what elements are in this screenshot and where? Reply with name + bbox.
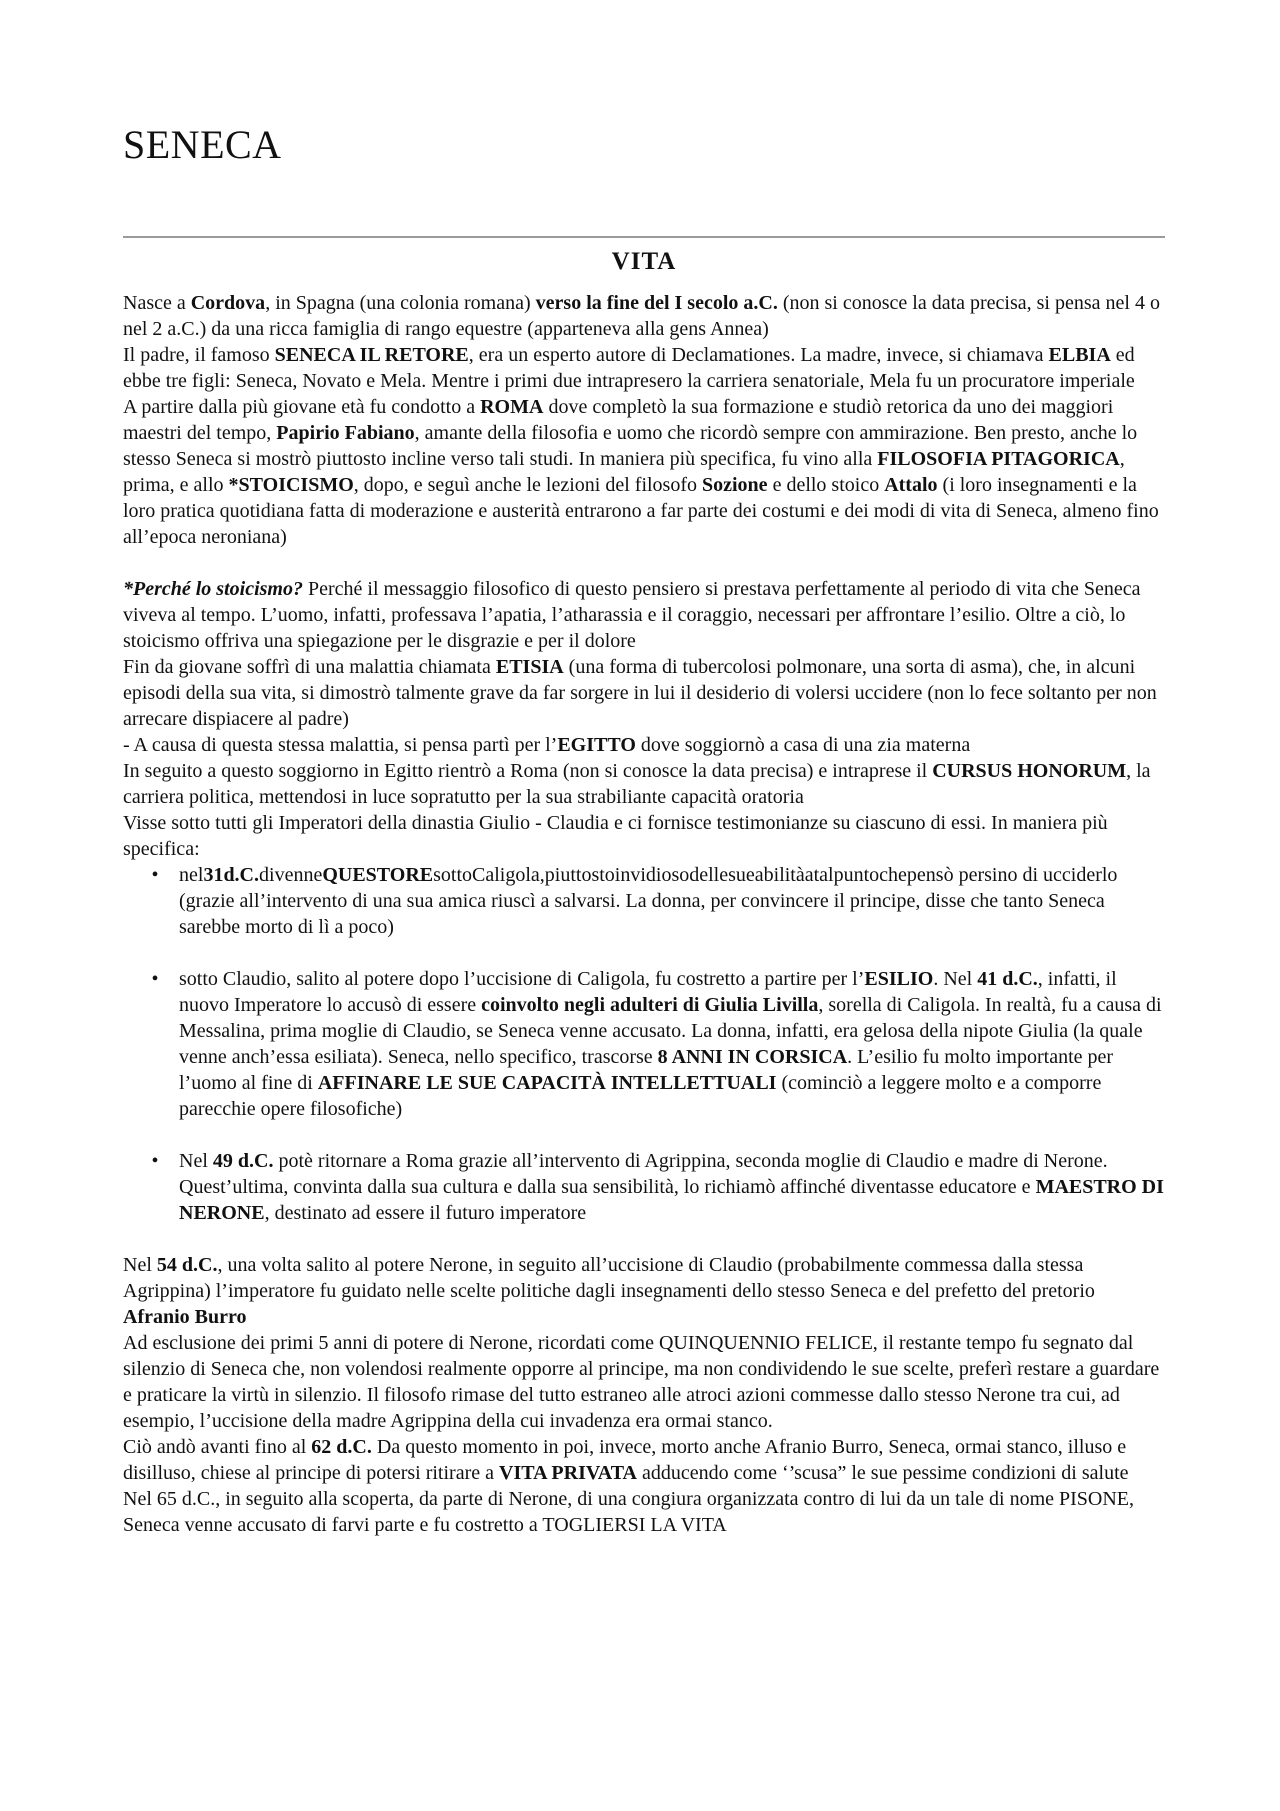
section-heading: VITA [611,248,677,275]
document-body [123,290,1165,1538]
text-run: A partire dalla più giovane età fu condotto a [123,396,481,418]
emphasis-text: ETISIA [495,656,564,678]
text-run: - A causa di questa stessa malattia, si pensa partì per l’ [123,734,558,756]
text-run: (una forma di tubercolosi polmonare, una sorta di asma), che, in alcuni episodi della sua vita, si dimostrò talmente grave da far sorgere in lui il desiderio di volersi uccidere (non lo fece soltanto per non arrecare dispiacere al padre) [123,656,1157,730]
text-run: divenne [259,864,323,886]
emphasis-text: 49 d.C. [212,1150,274,1172]
emphasis-text: AFFINARE LE SUE CAPACITÀ INTELLETTUALI [317,1072,777,1094]
text-run: Nel [123,1254,157,1276]
text-run: Perché il messaggio filosofico di questo pensiero si prestava perfettamente al periodo di vita che Seneca viveva al tempo. L’uomo, infatti, professava l’apatia, l’atharassia e il coraggio, necessari per affrontare l’esilio. Oltre a ciò, lo stoicismo offriva una spiegazione per le disgrazie e per il dolore [123,578,1141,652]
emphasis-text: verso la fine del I secolo a.C. [535,292,778,314]
paragraph [123,758,1165,810]
paragraph [123,342,1165,394]
bullet-icon: • [151,864,159,886]
text-run: (cominciò a leggere molto e a comporre parecchie opere filosofiche) [179,1072,1102,1120]
text-run: , amante della filosofia e uomo che ricordò sempre con ammirazione. Ben presto, anche lo stesso Seneca si mostrò piuttosto incline verso tali studi. In maniera più specifica, fu vino alla [123,422,1138,470]
paragraph [123,1252,1165,1330]
text-run: , infatti, il nuovo Imperatore lo accusò di essere [179,968,1117,1016]
text-run: sottoCaligola,piuttostoinvidiosodellesueabilitàatalpuntochepensò persino di ucciderlo (grazie all’intervento di una sua amica riuscì a salvarsi. La donna, per convincere il principe, disse che tanto Seneca sarebbe morto di lì a poco) [179,864,1118,938]
document-title: SENECA [123,122,282,167]
title-divider [123,236,1165,238]
text-run: , destinato ad essere il futuro imperatore [264,1202,587,1224]
emphasis-text: QUESTORE [322,864,434,886]
emphasis-text: ELBIA [1048,344,1111,366]
text-run: . L’esilio fu molto importante per l’uomo al fine di [179,1046,1114,1094]
emphasis-text: 41 d.C. [977,968,1038,990]
text-run: Nel [179,1150,213,1172]
blank-line [123,550,1165,576]
emphasis-text: Sozione [702,474,768,496]
text-run: Visse sotto tutti gli Imperatori della dinastia Giulio - Claudia e ci fornisce testimonianze su ciascuno di essi. In maniera più specifica: [123,812,1108,860]
emphasis-text: 54 d.C. [156,1254,218,1276]
paragraph [123,732,1165,758]
list-item [123,1148,1165,1226]
emphasis-text: Attalo [884,474,938,496]
blank-line [123,1226,1165,1252]
text-run: adducendo come ‘’scusa” le sue pessime condizioni di salute [637,1462,1129,1484]
text-run: e dello stoico [767,474,885,496]
list-item-text [179,864,1117,938]
emphasis-text: coinvolto negli adulteri di Giulia Livilla [481,994,819,1016]
bullet-icon: • [151,1150,159,1172]
text-run: , sorella di Caligola. In realtà, fu a causa di Messalina, prima moglie di Claudio, se Seneca venne accusato. La donna, infatti, era gelosa della nipote Giulia (la quale venne anch’essa esiliata). Seneca, nello specifico, trascorse [179,994,1162,1068]
intro-paragraphs [123,290,1165,862]
text-run: Nasce a [123,292,191,314]
text-run: Fin da giovane soffrì di una malattia chiamata [123,656,496,678]
text-run: sotto Claudio, salito al potere dopo l’uccisione di Caligola, fu costretto a partire per l’ [179,968,865,990]
text-run: (i loro insegnamenti e la loro pratica quotidiana fatta di moderazione e austerità entrarono a far parte dei costumi e dei modi di vita di Seneca, almeno fino all’epoca neroniana) [123,474,1159,548]
text-run: , la carriera politica, mettendosi in luce sopratutto per la sua strabiliante capacità oratoria [123,760,1151,808]
text-run: , era un esperto autore di Declamationes. La madre, invece, si chiamava [468,344,1049,366]
text-run: dove completò la sua formazione e studiò retorica da uno dei maggiori maestri del tempo, [123,396,1114,444]
text-run: dove soggiornò a casa di una zia materna [635,734,971,756]
emphasis-text: SENECA IL RETORE [274,344,469,366]
list-item-text [179,1150,1164,1224]
emphasis-text: *Perché lo stoicismo? [123,578,303,600]
emphasis-text [123,578,303,600]
paragraph [123,394,1165,550]
text-run: ed ebbe tre figli: Seneca, Novato e Mela. Mentre i primi due intrapresero la carriera senatoriale, Mela fu un procuratore imperiale [123,344,1135,392]
paragraph [123,290,1165,342]
closing-paragraphs [123,1252,1165,1538]
text-run: . Nel [933,968,978,990]
emphasis-text: Afranio Burro [123,1306,247,1328]
emphasis-text: FILOSOFIA PITAGORICA [877,448,1120,470]
text-run: , dopo, e seguì anche le lezioni del filosofo [353,474,702,496]
paragraph [123,1486,1165,1538]
list-item-text [179,968,1162,1120]
paragraph [123,1434,1165,1486]
bullet-icon: • [151,968,159,990]
paragraph [123,576,1165,654]
text-run: Ciò andò avanti fino al [123,1436,312,1458]
emphasis-text: 8 ANNI IN CORSICA [657,1046,848,1068]
emphasis-text: ROMA [480,396,544,418]
paragraph [123,1330,1165,1434]
text-run: Il padre, il famoso [123,344,275,366]
emphasis-text: ESILIO [864,968,934,990]
emphasis-text: EGITTO [557,734,636,756]
text-run: In seguito a questo soggiorno in Egitto rientrò a Roma (non si conosce la data precisa) e intraprese il [123,760,933,782]
paragraph [123,654,1165,732]
list-item [123,966,1165,1122]
emphasis-text: Cordova [190,292,266,314]
emphasis-text: *STOICISMO [228,474,354,496]
emphasis-text: d.C. [223,864,260,886]
emphasis-text: CURSUS HONORUM [932,760,1127,782]
emphasis-text: 31 [203,864,224,886]
text-run: , prima, e allo [123,448,1125,496]
emphasis-text: MAESTRO DI NERONE [179,1176,1164,1224]
text-run: nel [179,864,204,886]
emphasis-text: VITA PRIVATA [499,1462,637,1484]
text-run: (non si conosce la data precisa, si pensa nel 4 o nel 2 a.C.) da una ricca famiglia di rango equestre (apparteneva alla gens Annea) [123,292,1160,340]
emphasis-text: 62 d.C. [311,1436,372,1458]
text-run: , una volta salito al potere Nerone, in seguito all’uccisione di Claudio (probabilmente commessa dalla stessa Agrippina) l’imperatore fu guidato nelle scelte politiche dagli insegnamenti dello stesso Seneca e del prefetto del pretorio [123,1254,1095,1302]
text-run: potè ritornare a Roma grazie all’intervento di Agrippina, seconda moglie di Claudio e madre di Nerone. Quest’ultima, convinta dalla sua cultura e dalla sua sensibilità, lo richiamò affinché diventasse educatore e [179,1150,1108,1198]
text-run: Da questo momento in poi, invece, morto anche Afranio Burro, Seneca, ormai stanco, illuso e disilluso, chiese al principe di potersi ritirare a [123,1436,1127,1484]
text-run: Nel 65 d.C., in seguito alla scoperta, da parte di Nerone, di una congiura organizzata contro di lui da un tale di nome PISONE, Seneca venne accusato di farvi parte e fu costretto a TOGLIERSI LA VITA [123,1488,1135,1536]
emperors-list [123,862,1165,1226]
paragraph [123,810,1165,862]
text-run: Ad esclusione dei primi 5 anni di potere di Nerone, ricordati come QUINQUENNIO FELICE, il restante tempo fu segnato dal silenzio di Seneca che, non volendosi realmente opporre al principe, ma non condividendo le sue scelte, preferì restare a guardare e praticare la virtù in silenzio. Il filosofo rimase del tutto estraneo alle atroci azioni commesse dallo stesso Nerone tra cui, ad esempio, l’uccisione della madre Agrippina della cui invadenza era ormai stanco. [123,1332,1160,1432]
emphasis-text: Papirio Fabiano [276,422,415,444]
list-item [123,862,1165,940]
text-run: , in Spagna (una colonia romana) [265,292,536,314]
